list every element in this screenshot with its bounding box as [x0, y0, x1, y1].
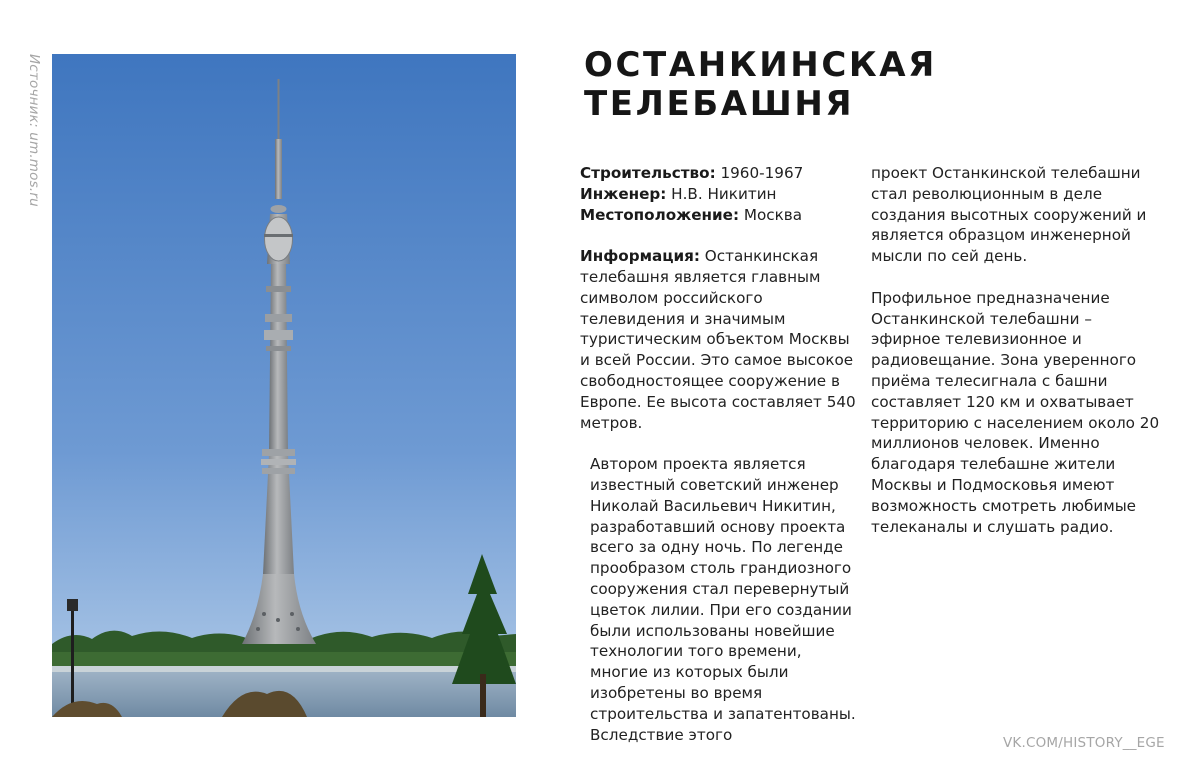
ostankino-tower-image [52, 54, 516, 717]
engineer-value: Н.В. Никитин [666, 184, 777, 203]
purpose-paragraph: Профильное предназначение Останкинской телебашни – эфирное телевизионное и радиовещание. Зона уверенного приёма телесигнала с башни составляет 120 км и охватывает территорию с населением около 20 миллионов человек. Именно благодаря телебашне жители Москвы и Подмосковья имеют возможность смотреть любимые телеканалы и слушать радио. [871, 288, 1160, 536]
engineer-label: Инженер: [580, 184, 667, 203]
location-value: Москва [739, 205, 803, 224]
page-title [584, 46, 1184, 124]
continuation-paragraph: проект Останкинской телебашни стал революционным в деле создания высотных сооружений и является образцом инженерной мысли по сей день. [871, 164, 1147, 266]
info-label: Информация: [580, 247, 700, 266]
location-fact [580, 205, 862, 226]
title-line-1: ОСТАНКИНСКАЯ [584, 45, 937, 85]
construction-value: 1960-1967 [715, 164, 804, 182]
construction-label: Строительство: [580, 164, 716, 182]
info-text: Останкинская телебашня является главным символом российского телевидения и значимым туристическим объектом Москвы и всей России. Это самое высокое свободностоящее сооружение в Европе. Ее высота составляет 540 метров. [580, 247, 856, 432]
construction-fact [580, 163, 862, 184]
author-paragraph: Автором проекта является известный советский инженер Николай Васильевич Никитин, разработавший основу проекта всего за одну ночь. По легенде прообразом столь грандиозного сооружения стал перевернутый цветок лилии. При его создании были использованы новейшие технологии того времени, многие из которых были изобретены во время строительства и запатентованы. Вследствие этого [590, 455, 856, 744]
watermark: VK.COM/HISTORY__EGE [1003, 735, 1165, 751]
text-column-left [580, 163, 862, 745]
text-column-right [871, 163, 1161, 537]
location-label: Местоположение: [580, 205, 740, 224]
source-caption: Источник: um.mos.ru [26, 54, 42, 207]
engineer-fact [580, 184, 862, 205]
tower-photo [52, 54, 516, 717]
info-paragraph [580, 246, 862, 433]
title-line-2: ТЕЛЕБАШНЯ [584, 84, 855, 124]
